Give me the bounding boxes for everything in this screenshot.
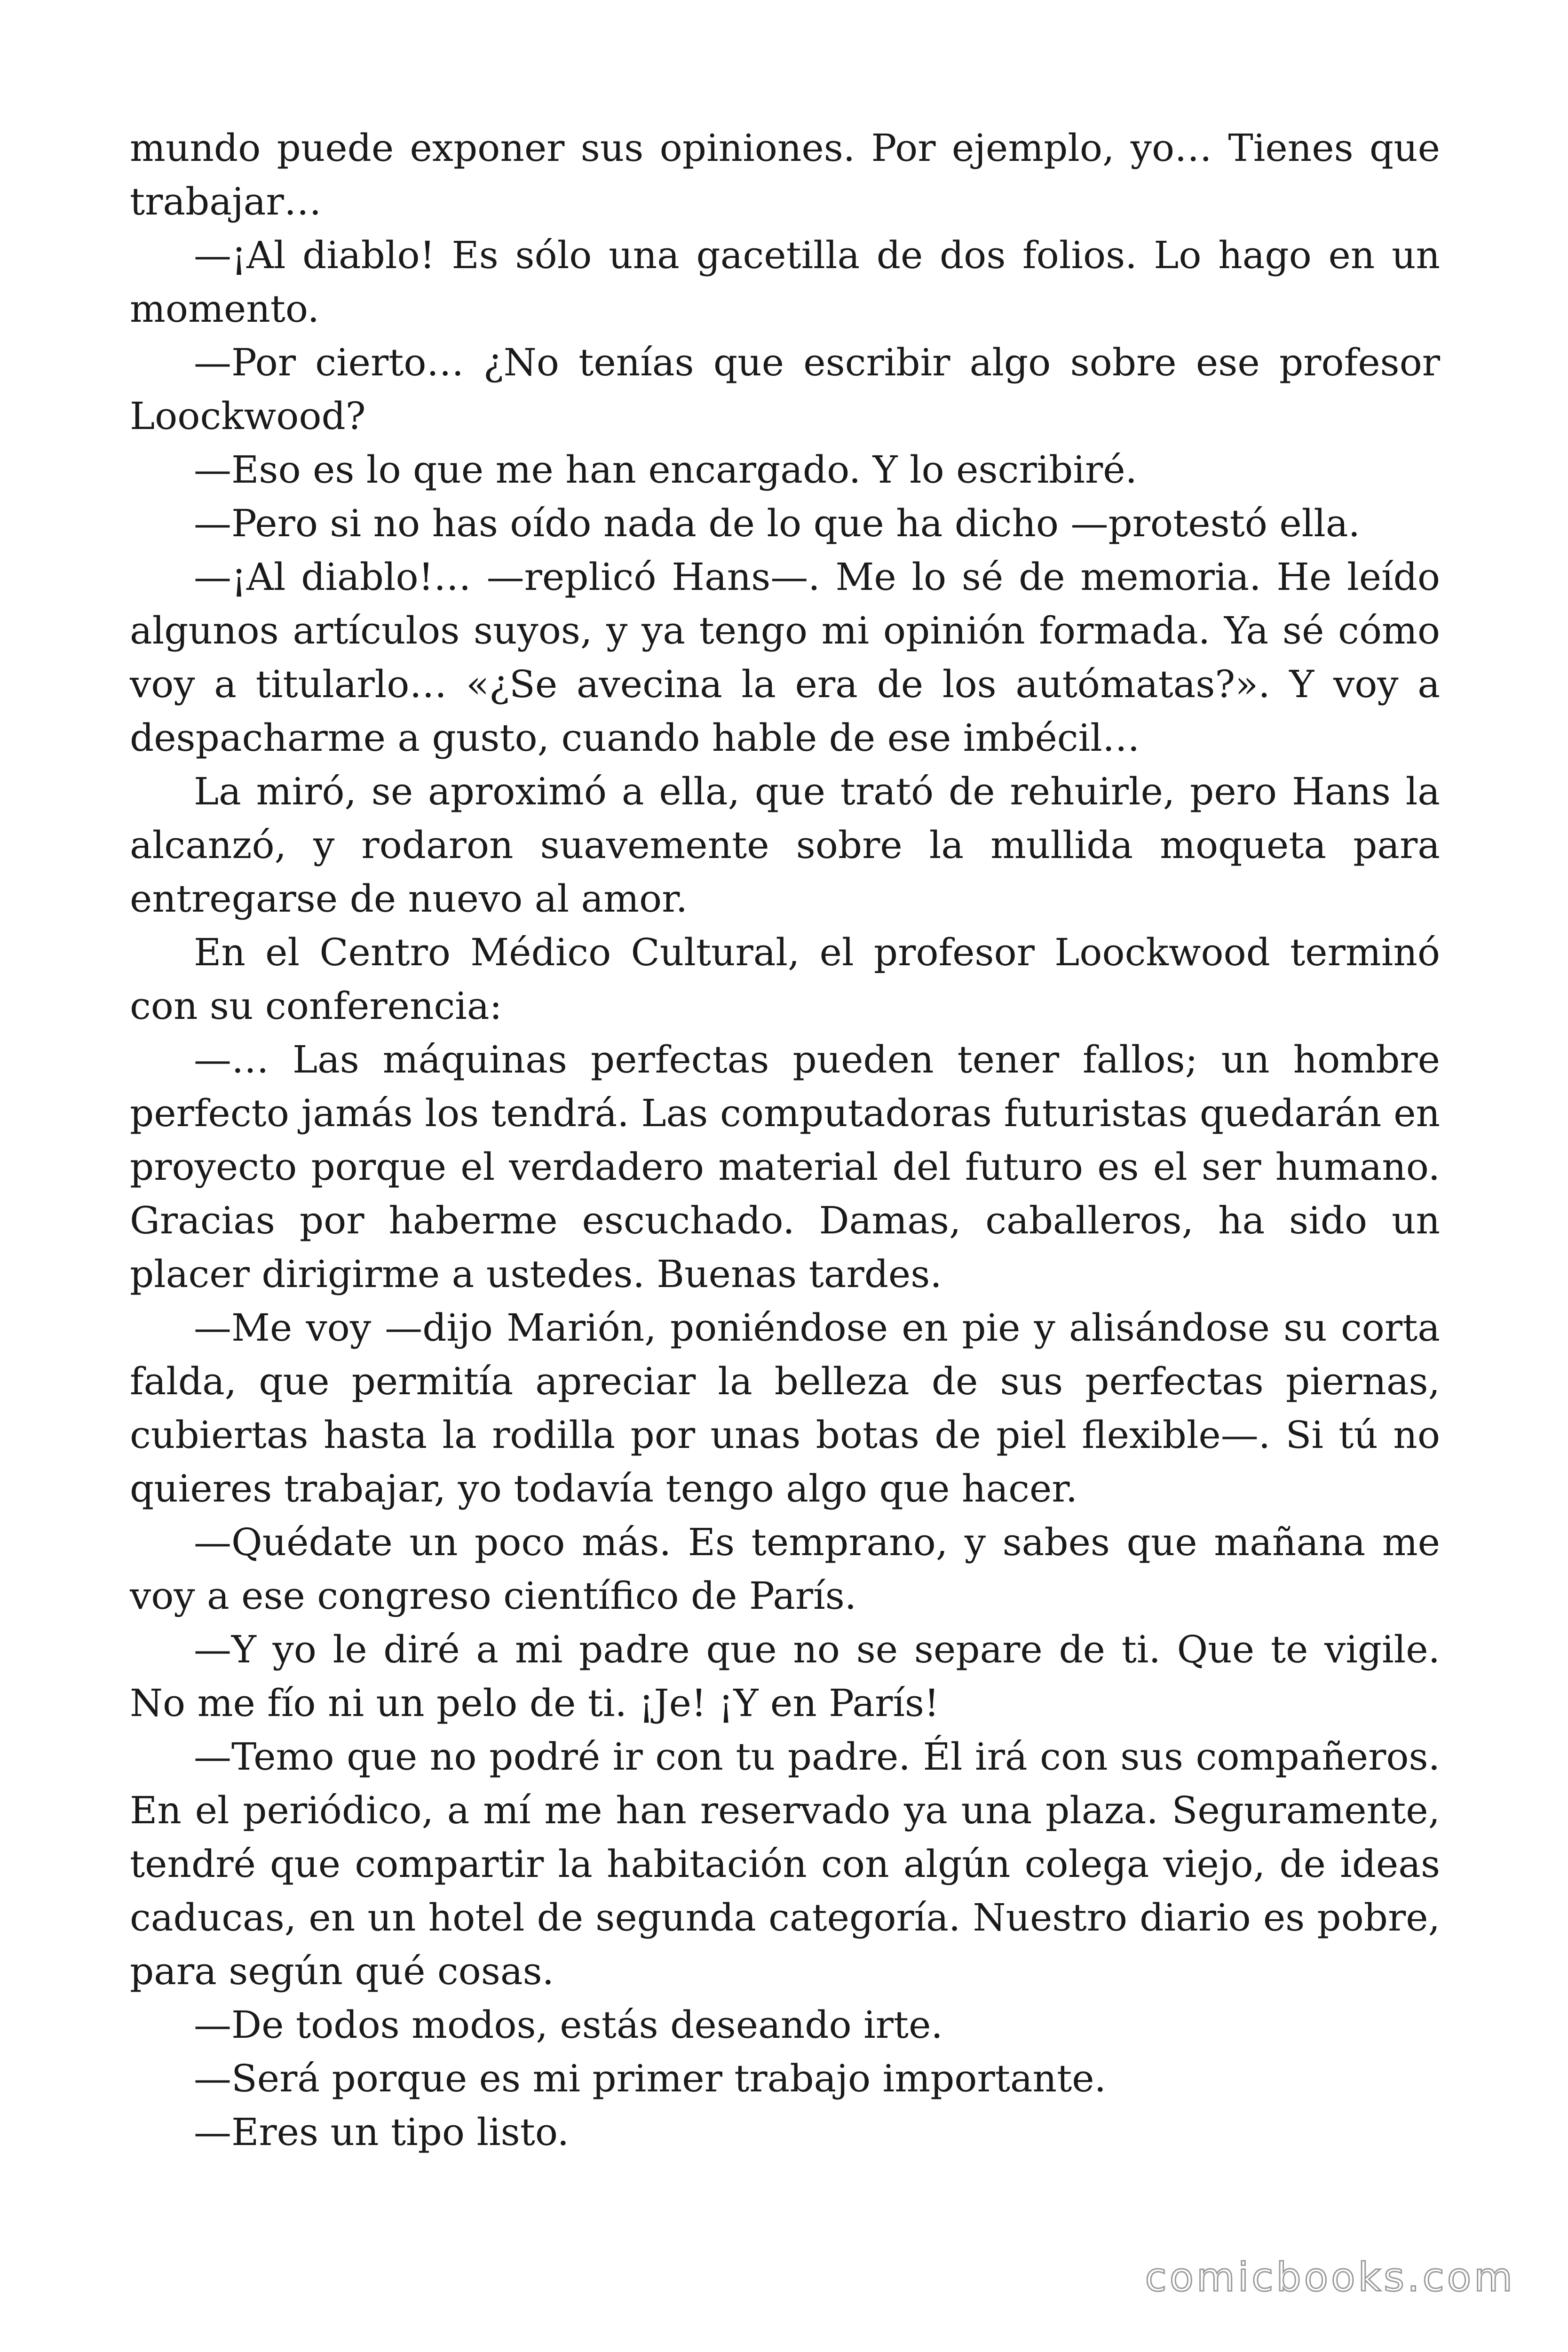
paragraph: —Por cierto… ¿No tenías que escribir algo sobre ese profesor Loockwood? [130, 341, 1440, 438]
paragraph: —Será porque es mi primer trabajo importante. [194, 2057, 1106, 2100]
paragraph: —De todos modos, estás deseando irte. [194, 2003, 943, 2047]
watermark: comicbooks.com [1145, 2254, 1515, 2300]
paragraph: —Me voy —dijo Marión, poniéndose en pie y alisándose su corta falda, que permitía apreciar la belleza de sus perfectas piernas, cubiertas hasta la rodilla por unas botas de piel flexible—. Si tú no quieres trabajar, yo todavía tengo algo que hacer. [130, 1306, 1440, 1510]
body-text [130, 121, 1440, 2159]
paragraph: mundo puede exponer sus opiniones. Por ejemplo, yo… Tienes que trabajar… [130, 126, 1440, 223]
paragraph: La miró, se aproximó a ella, que trató de rehuirle, pero Hans la alcanzó, y rodaron suavemente sobre la mullida moqueta para entregarse de nuevo al amor. [130, 770, 1440, 921]
paragraph: —Temo que no podré ir con tu padre. Él irá con sus compañeros. En el periódico, a mí me han reservado ya una plaza. Seguramente, tendré que compartir la habitación con algún colega viejo, de ideas caducas, en un hotel de segunda categoría. Nuestro diario es pobre, para según qué cosas. [130, 1735, 1440, 1993]
paragraph: —Y yo le diré a mi padre que no se separe de ti. Que te vigile. No me fío ni un pelo de ti. ¡Je! ¡Y en París! [130, 1628, 1440, 1725]
paragraph: —¡Al diablo!… —replicó Hans—. Me lo sé de memoria. He leído algunos artículos suyos, y ya tengo mi opinión formada. Ya sé cómo voy a titularlo… «¿Se avecina la era de los autómatas?». Y voy a despacharme a gusto, cuando hable de ese imbécil… [130, 555, 1440, 760]
paragraph: —Eres un tipo listo. [194, 2110, 570, 2154]
paragraph: —… Las máquinas perfectas pueden tener fallos; un hombre perfecto jamás los tendrá. Las computadoras futuristas quedarán en proyecto porque el verdadero material del futuro es el ser humano. Gracias por haberme escuchado. Damas, caballeros, ha sido un placer dirigirme a ustedes. Buenas tardes. [130, 1038, 1440, 1296]
paragraph: En el Centro Médico Cultural, el profesor Loockwood terminó con su conferencia: [130, 930, 1440, 1028]
paragraph: —Pero si no has oído nada de lo que ha dicho —protestó ella. [194, 501, 1360, 545]
paragraph: —¡Al diablo! Es sólo una gacetilla de dos folios. Lo hago en un momento. [130, 233, 1440, 331]
paragraph: —Quédate un poco más. Es temprano, y sabes que mañana me voy a ese congreso científico de París. [130, 1520, 1440, 1618]
paragraph: —Eso es lo que me han encargado. Y lo escribiré. [194, 448, 1137, 492]
